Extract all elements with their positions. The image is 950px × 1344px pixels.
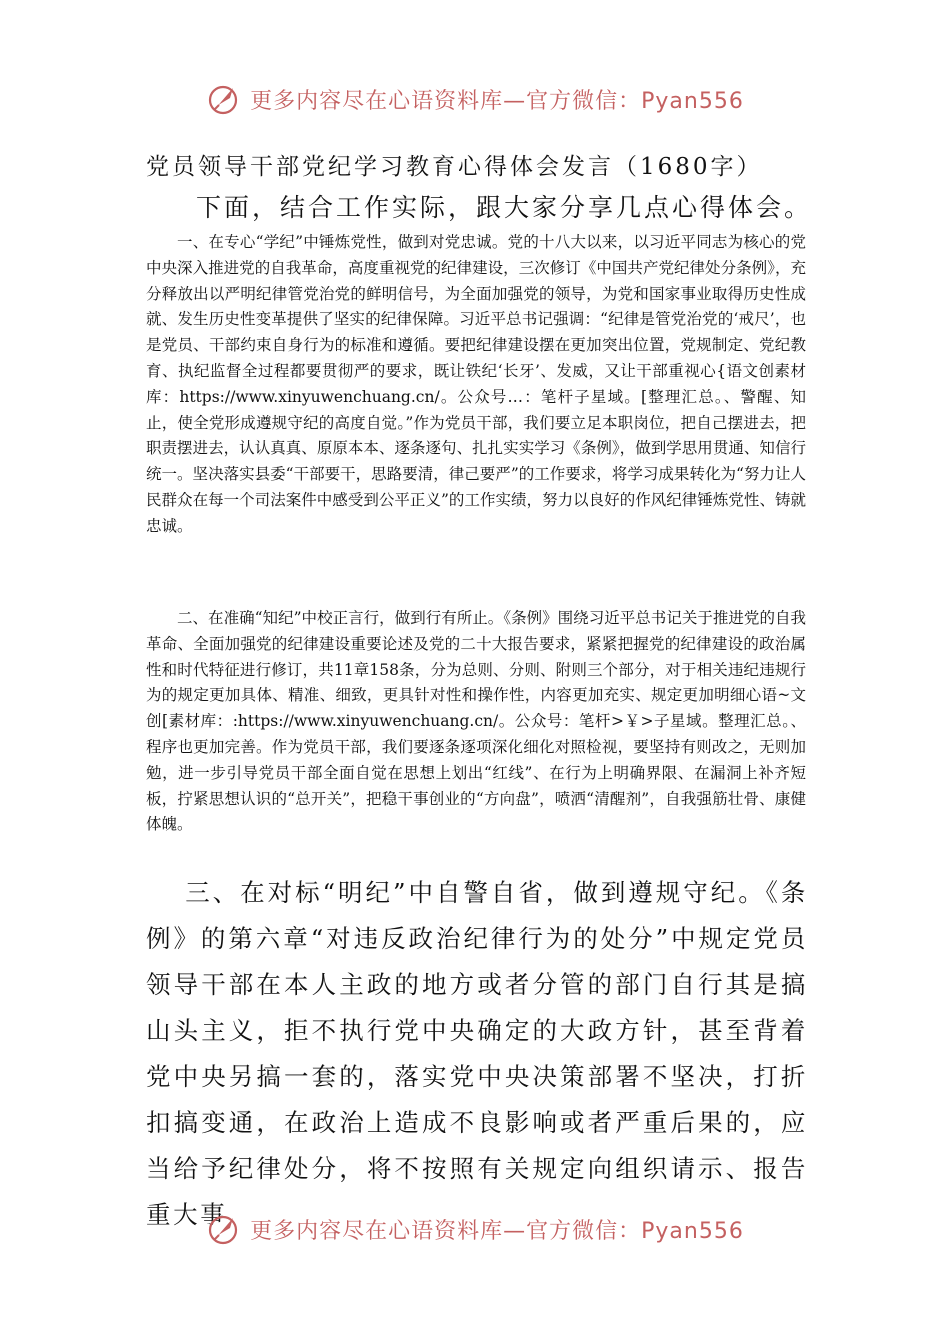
document-title: 党员领导干部党纪学习教育心得体会发言（1680字） — [146, 154, 763, 180]
paragraph-3: 三、在对标“明纪”中自警自省，做到遵规守纪。《条例》的第六章“对违反政治纪律行为的处分”中规定党员领导干部在本人主政的地方或者分管的部门自行其是搞山头主义，拒不执行党中央确定的大政方针，甚至背着党中央另搞一套的，落实党中央决策部署不坚决，打折扣搞变通，在政治上造成不良影响或者严重后果的，应当给予纪律处分，将不按照有关规定向组织请示、报告重大事 — [146, 878, 808, 1229]
quill-pen-logo-icon — [206, 1212, 240, 1246]
paragraph-1: 一、在专心“学纪”中锤炼党性，做到对党忠诚。党的十八大以来，以习近平同志为核心的党中央深入推进党的自我革命，高度重视党的纪律建设，三次修订《中国共产党纪律处分条例》，充分释放出以严明纪律管党治党的鲜明信号，为全面加强党的领导，为党和国家事业取得历史性成就、发生历史性变革提供了坚实的纪律保障。习近平总书记强调：“纪律是管党治党的‘戒尺’，也是党员、干部约束自身行为的标准和遵循。要把纪律建设摆在更加突出位置，党规制定、党纪教育、执纪监督全过程都要贯彻严的要求，既让铁纪‘长牙’、发威，又让干部重视心{语文创素材库：https://www.xinyuwenchuang.cn/。公众号…：笔杆子星域。[整理汇总。、警醒、知止，使全党形成遵规守纪的高度自觉。”作为党员干部，我们要立足本职岗位，把自己摆进去，把职责摆进去，认认真真、原原本本、逐条逐句、扎扎实实学习《条例》，做到学思用贯通、知信行统一。坚决落实县委“干部要干，思路要清，律己要严”的工作要求，将学习成果转化为“努力让人民群众在每一个司法案件中感受到公平正义”的工作实绩，努力以良好的作风纪律锤炼党性、铸就忠诚。 — [146, 233, 806, 535]
quill-pen-logo-icon — [206, 82, 240, 116]
intro-sentence: 下面，结合工作实际，跟大家分享几点心得体会。 — [196, 193, 813, 222]
banner-text: 更多内容尽在心语资料库—官方微信：Pyan556 — [250, 1218, 744, 1244]
paragraph-2: 二、在准确“知纪”中校正言行，做到行有所止。《条例》围绕习近平总书记关于推进党的自我革命、全面加强党的纪律建设重要论述及党的二十大报告要求，紧紧把握党的纪律建设的政治属性和时代特征进行修订，共11章158条，分为总则、分则、附则三个部分，对于相关违纪违规行为的规定更加具体、精准、细致，更具针对性和操作性，内容更加充实、规定更加明细心语~文创[素材库：:https://www.xinyuwenchuang.cn/。公众号：笔杆>￥>子星域。整理汇总。、程序也更加完善。作为党员干部，我们要逐条逐项深化细化对照检视，要坚持有则改之，无则加勉，进一步引导党员干部全面自觉在思想上划出“红线”、在行为上明确界限、在漏洞上补齐短板，拧紧思想认识的“总开关”，把稳干事创业的“方向盘”，喷洒“清醒剂”，自我强筋壮骨、康健体魄。 — [146, 609, 806, 834]
banner-text: 更多内容尽在心语资料库—官方微信：Pyan556 — [250, 88, 744, 114]
footer-banner — [0, 1212, 950, 1246]
header-banner — [0, 82, 950, 116]
